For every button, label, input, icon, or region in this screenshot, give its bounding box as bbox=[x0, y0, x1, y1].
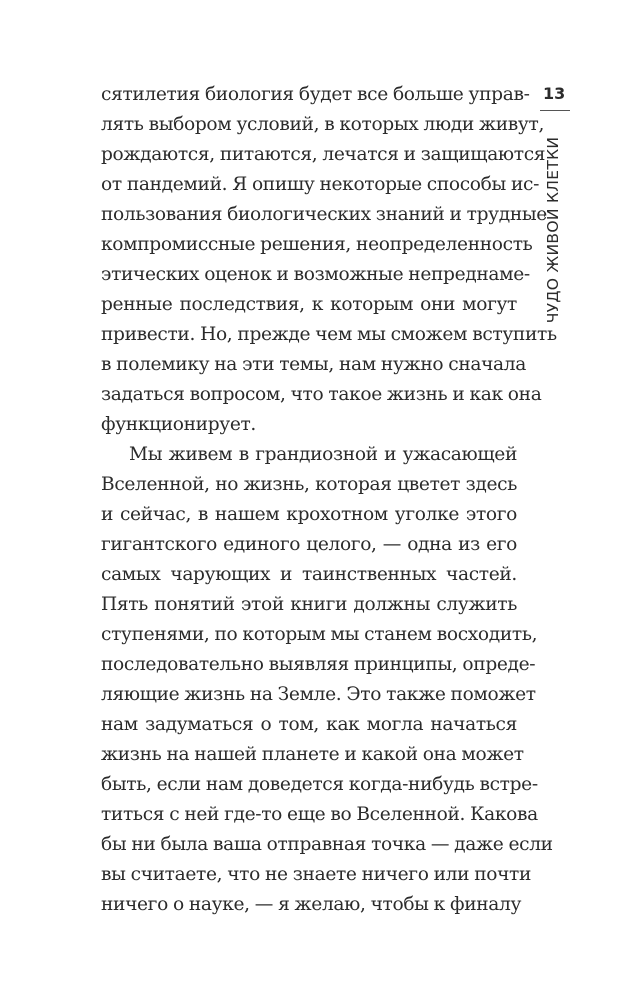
text-line: ничего о науке, — я желаю, чтобы к финалу bbox=[101, 894, 522, 915]
text-line: Вселенной, но жизнь, которая цветет здесь bbox=[101, 474, 517, 495]
text-line: титься с ней где-то еще во Вселенной. Какова bbox=[101, 804, 538, 825]
text-line: самых чарующих и таинственных частей. bbox=[101, 564, 517, 585]
paragraph-first-line: Мы живем в грандиозной и ужасающей bbox=[129, 444, 517, 465]
text-line: задаться вопросом, что такое жизнь и как она bbox=[101, 384, 542, 405]
text-line: ступенями, по которым мы станем восходить, bbox=[101, 624, 538, 645]
text-line: жизнь на нашей планете и какой она может bbox=[101, 744, 524, 765]
text-line: компромиссные решения, неопределенность bbox=[101, 234, 533, 255]
text-line: гигантского единого целого, — одна из его bbox=[101, 534, 517, 555]
text-line: привести. Но, прежде чем мы сможем вступить bbox=[101, 324, 557, 345]
text-line: и сейчас, в нашем крохотном уголке этого bbox=[101, 504, 517, 525]
text-line: быть, если нам доведется когда-нибудь встре- bbox=[101, 774, 538, 795]
page-number: 13 bbox=[543, 84, 566, 103]
text-line: лять выбором условий, в которых люди живут, bbox=[101, 114, 544, 135]
text-line: сятилетия биология будет все больше управ- bbox=[101, 84, 530, 105]
running-head: ЧУДО ЖИВОЙ КЛЕТКИ bbox=[544, 136, 562, 324]
text-line: ренные последствия, к которым они могут bbox=[101, 294, 517, 315]
text-line: бы ни была ваша отправная точка — даже если bbox=[101, 834, 553, 855]
text-line: от пандемий. Я опишу некоторые способы ис- bbox=[101, 174, 540, 195]
page-number-rule bbox=[540, 110, 570, 111]
text-line: в полемику на эти темы, нам нужно сначала bbox=[101, 354, 526, 375]
paragraph-last-line: функционирует. bbox=[101, 414, 256, 435]
text-line: нам задуматься о том, как могла начаться bbox=[101, 714, 517, 735]
text-line: Пять понятий этой книги должны служить bbox=[101, 594, 517, 615]
text-line: ляющие жизнь на Земле. Это также поможет bbox=[101, 684, 536, 705]
text-line: вы считаете, что не знаете ничего или почти bbox=[101, 864, 532, 885]
text-line: последовательно выявляя принципы, опреде- bbox=[101, 654, 536, 675]
text-line: рождаются, питаются, лечатся и защищаются bbox=[101, 144, 546, 165]
text-line: этических оценок и возможные непреднаме- bbox=[101, 264, 530, 285]
text-line: пользования биологических знаний и трудные bbox=[101, 204, 547, 225]
